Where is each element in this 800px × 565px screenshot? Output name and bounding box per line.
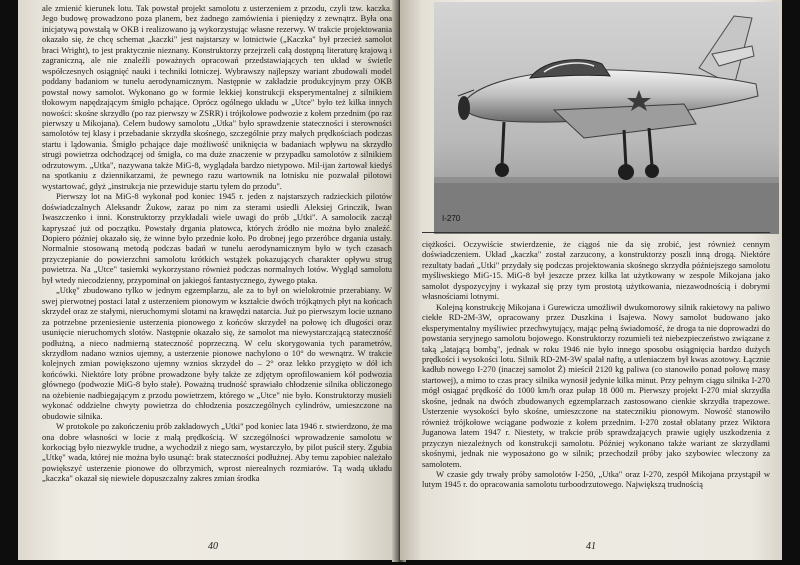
right-page xyxy=(400,0,782,560)
right-paragraph-2: Kolejną konstrukcję Mikojana i Gurewicza umożliwił dwukomorowy silnik rakietowy na paliwo ciekłe RD-2M-3W, opracowany przez Duszkina i Isajewa. Nowy samolot budowano jako eksperymentalny myśliwiec przechwytujący, mając pełną świadomość, że droga ta nie doprowadzi do powstania seryjnego samolotu bojowego. Konstruktorzy rozumieli też niebezpieczeństwo związane z taką „latającą bombą", jednak w roku 1946 nie było innego sposobu osiągnięcia bardzo dużych prędkości i wysokości lotu. Silnik RD-2M-3W spalał naftę, a utleniaczem był kwas azotowy. Łącznie kadłub nowego I-270 (inaczej samolot Ż) mieścił 2120 kg paliwa (co stanowiło ponad połowę masy startowej), a mimo to czas pracy silnika wynosił jedynie kilka minut. Przy pełnym ciągu silnika I-270 mógł osiągać prędkość do 1000 km/h oraz pułap 18 000 m. Pierwszy projekt I-270 miał skrzydła skośne, jednak na dwóch zbudowanych egzemplarzach zastosowano cienkie skrzydła trapezowe. Usterzenie wysokości było skośne, umieszczone na statecznikiu pionowym. Nowość stanowiło również trójkołowe wciągane podwozie z kołem przednim. I-270 został oblatany przez Wiktora Juganowa latem 1947 r. Niestety, w trakcie prób sprawdzających prawie ugięły uszkodzenia z przyczyn niezależnych od konstrukcji samolotu. Później wykonano także wariant ze skrzydłami skośnymi, jednak nie wyposażono go w silnik; przechodził próby jako szybowiec wleczony za samolotem. xyxy=(422,301,770,469)
right-paragraph-1: ciężkości. Oczywiście stwierdzenie, że ciągoś nie da się zrobić, jest również cennym doświadczeniem. Układ „kaczka" został zarzucony, a konstruktorzy poszli inną drogą. Niektóre rezultaty badań „Utki" przydały się podczas projektowania skośnego skrzydła późniejszego samolotu myśliwskiego MiG-15. MiG-8 był jeszcze przez kilka lat użytkowany w zespole Mikojana jako samolot dyspozycyjny i wykazał się przy tym prostotą użytkowania, niezawodnością i dobrymi własnościami lotnymi. xyxy=(422,239,770,302)
photo-caption: I-270 xyxy=(442,214,461,223)
right-page-number: 41 xyxy=(586,541,596,552)
right-paragraph-3: W czasie gdy trwały próby samolotów I-250, „Utka" oraz I-270, zespół Mikojana przystąpił w lutym 1945 r. do opracowania samolotu turboodrzutowego. Największą trudnością xyxy=(422,468,770,490)
caption-rule xyxy=(422,232,770,233)
right-text-block xyxy=(422,239,770,490)
left-paragraph-4: W protokole po zakończeniu prób zakładowych „Utki" pod koniec lata 1946 r. stwierdzono, że ma ona dobre własności w locie z małą prędkością. W szczególności wprowadzenie samolotu w korkociąg było niezwykle trudne, a wychodził z niego sam, wystarczyło, by pilot puścił stery. Zgubia „Utkę" wada, której nie można było usunąć: brak stateczności podłużnej. Aby temu zapobiec należało powiększyć usterzenie pionowe do olbrzymich, wprost nierealnych rozmiarów. Tą wadą układu „kaczka" okazał się niewiele dopuszczalny zakres zmian środka xyxy=(42,421,392,484)
i270-aircraft-image xyxy=(434,2,779,234)
left-paragraph-3: „Utkę" zbudowano tylko w jednym egzemplarzu, ale za to był on wielokrotnie przerabiany. W swej pierwotnej postaci latał z usterzeniem pionowym w kształcie dwóch trójkątnych płyt na końcach skrzydeł oraz ze stałymi, nieruchomymi slotami na krawędzi natarcia. Już po pierwszym locie uznano za potrzebne przeniesienie usterzenia pionowego z końców skrzydeł na połowę ich długości oraz usunięcie nieruchomych slotów. Następnie okazało się, że samolot ma niewystarczającą stateczność podłużną, a nieco nadmierną stateczność poprzeczną. W celu skorygowania tych parametrów, skrzydłom nadano wznios ujemny, a usterzenie pionowe nachylono o 10° do wewnątrz. W trakcie kolejnych zmian powiększono ujemny wznios skrzydeł do – 2° oraz lekko przygięto w dół ich końcówki. Niektóre loty próbne prowadzone były także ze zdjętym oprofilowaniem kół podwozia głównego (podwozie MiG-8 było stałe). Poważną trudność sprawiało chłodzenie silnika obliczonego na ożebienie nadbiegającym z przodu powietrzem, którego w „Utce" nie było. Konstruktorzy musieli wykonać oddzielne chwyty powietrza do chłodzenia poszczególnych cylindrów, umieszczone na obudowie silnika. xyxy=(42,285,392,421)
book-edge xyxy=(782,0,800,565)
left-paragraph-1: ale zmienić kierunek lotu. Tak powstał projekt samolotu z usterzeniem z przodu, czyli tzw. kaczka. Jego budowę prowadzono poza planem, bez żadnego zamówienia i pieniędzy z zewnątrz. Była ona inicjatywą powstałą w OKB i realizowano ją wykorzystując własne rezerwy. W trakcie projektowania okazało się, że chcę schemat „kaczki" jest najstarszy w lotnictwie („Kaczka" był przecież samolot braci Wright), to jest praktycznie nieznany. Konstruktorzy przejrzeli całą dostępną literaturę krajową i zagraniczną, ale nie znaleźli poważnych opracowań przedstawiających ten układ w świetle współczesnych osiągnięć nauki i techniki lotniczej. Wybrawszy najlepszy wariant zbudowali model poddany badaniom w tunelu aerodynamicznym. Następnie w zakładzie produkcyjnym przy OKB powstał nowy samolot. Wykonano go w formie lekkiej konstrukcji eksperymentalnej z silnikiem tłokowym napędzającym śmigło pchające. Oprócz ogólnego układu w „Utce" było też kilka innych nowości: skośne skrzydło (po raz pierwszy w ZSRR) i trójkołowe podwozie z kołem przednim (po raz pierwszy u Mikojana). Celem budowy samolotu „Utka" było sprawdzenie stateczności i sterowności samolotów tej klasy i przebadanie skrzydła skośnego, szczególnie przy małych prędkościach podczas startu i lądowania. Śmigło pchające daje możliwość uniknięcia w badaniach wpływu na skrzydło strugi powietrza odchodzącej od śmigła, co ma duże znaczenie w przypadku samolotów z silnikiem odrzutowym. „Utka", nazywana także MiG-8, wyglądała bardzo nietypowo. Mil-ijan żartował kiedyś na spotkaniu z dziennikarzami, że pewnego razu wartownik na lotnisku nie pozwalał pilotowi wystartować, gdyż „instrukcja nie przewiduje startu tyłem do przodu". xyxy=(42,3,392,191)
aircraft-photo xyxy=(434,2,779,234)
left-page-number: 40 xyxy=(208,541,218,552)
left-page xyxy=(18,0,398,560)
left-paragraph-2: Pierwszy lot na MiG-8 wykonał pod koniec 1945 r. jeden z najstarszych radzieckich pilotów doświadczalnych Aleksandr Żukow, zaraz po nim za sterami usiedli Aleksiej Grinczik, Iwan Iwaszczenko i inni. Konstruktorzy przykładali wiele uwagi do prób „Utki". A samolocik zaczął kapryszać już od początku. Powstały drgania płatowca, których źródło nie można było znaleźć. Dopiero później okazało się, że winne było przednie koło. Po drobnej jego przeróbce drgania ustały. Normalnie stosowaną metodą podczas badań w tunelu aerodynamicznym było w tych czasach przyczepianie do powierzchni samolotu krótkich wstążek pokazujących charakter opływu strug powietrza. Na „Utce" tasiemki wykorzystano również podczas normalnych lotów. Wygląd samolotu był wtedy niecodzienny, przypominał on jakiegoś fantastycznego, żywego ptaka. xyxy=(42,191,392,285)
